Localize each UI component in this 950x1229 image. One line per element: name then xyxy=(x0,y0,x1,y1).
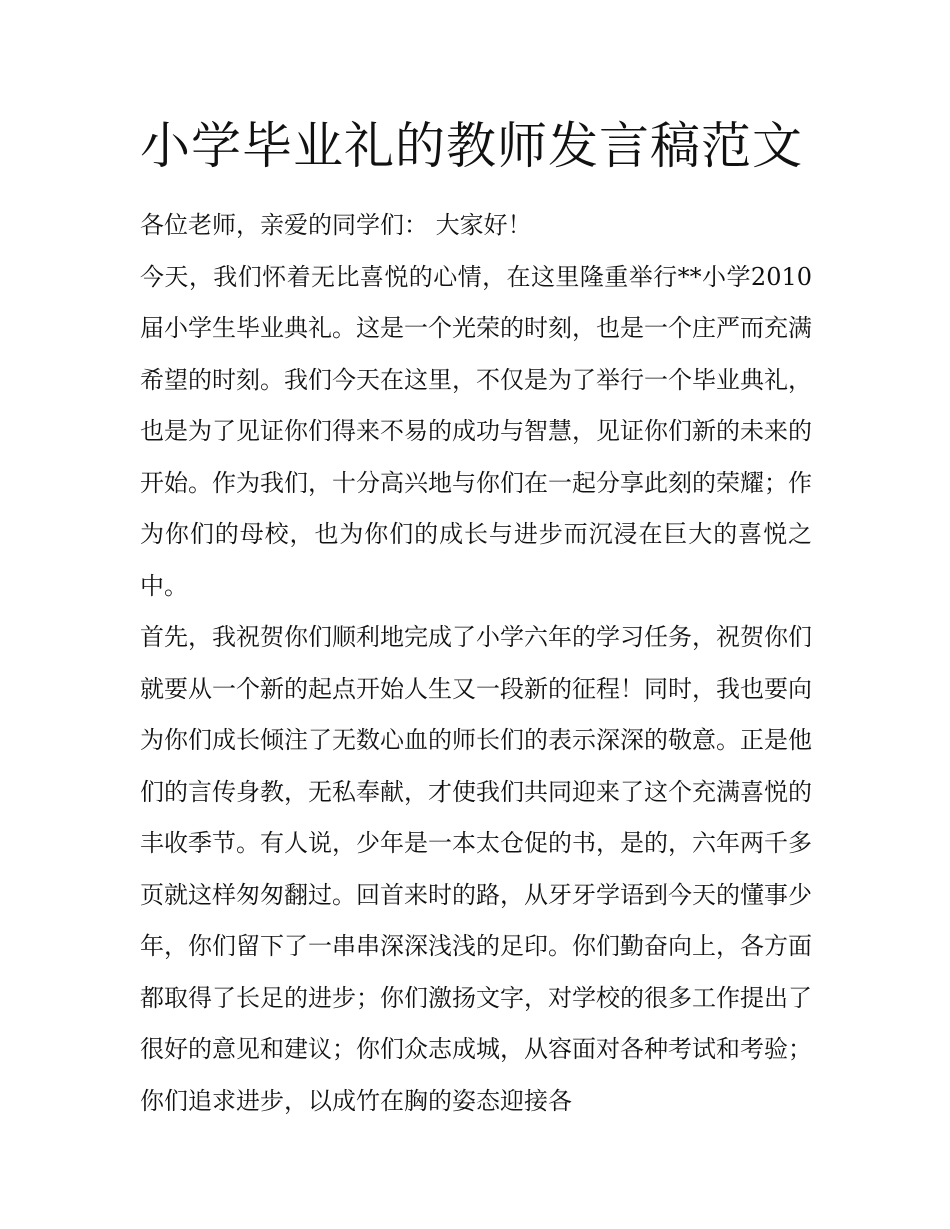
congratulations-paragraph: 首先，我祝贺你们顺利地完成了小学六年的学习任务，祝贺你们就要从一个新的起点开始人生又一段新的征程！同时，我也要向为你们成长倾注了无数心血的师长们的表示深深的敬意。正是他们的言传身教，无私奉献，才使我们共同迎来了这个充满喜悦的丰收季节。有人说，少年是一本太仓促的书，是的，六年两千多页就这样匆匆翻过。回首来时的路，从牙牙学语到今天的懂事少年，你们留下了一串串深深浅浅的足印。你们勤奋向上，各方面都取得了长足的进步；你们激扬文字，对学校的很多工作提出了很好的意见和建议；你们众志成城，从容面对各种考试和考验；你们追求进步，以成竹在胸的姿态迎接各 xyxy=(140,623,812,1115)
document-body xyxy=(140,200,812,1127)
document-title: 小学毕业礼的教师发言稿范文 xyxy=(140,117,803,175)
greeting-paragraph: 各位老师，亲爱的同学们： 大家好！ xyxy=(140,211,532,239)
opening-paragraph: 今天，我们怀着无比喜悦的心情，在这里隆重举行**小学2010届小学生毕业典礼。这是一个光荣的时刻，也是一个庄严而充满希望的时刻。我们今天在这里，不仅是为了举行一个毕业典礼，也是为了见证你们得来不易的成功与智慧，见证你们新的未来的开始。作为我们，十分高兴地与你们在一起分享此刻的荣耀；作为你们的母校，也为你们的成长与进步而沉浸在巨大的喜悦之中。 xyxy=(140,262,812,600)
